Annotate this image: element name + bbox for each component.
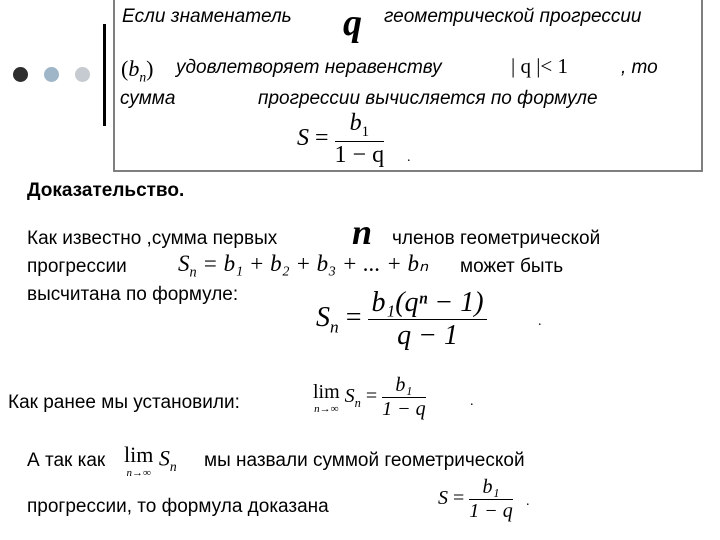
theorem-formula-num-sub: 1 <box>361 123 370 140</box>
limit2-lim: lim <box>124 442 154 467</box>
proof-line2-part1: прогрессии <box>27 256 127 277</box>
limit1-n: n <box>354 396 361 411</box>
bullet-dot-2 <box>44 67 59 82</box>
proof-line3: высчитана по формуле: <box>27 284 239 305</box>
limit2-formula <box>124 442 177 479</box>
proof-line1-part1: Как известно ,сумма первых <box>27 228 278 249</box>
n-symbol: n <box>352 212 373 252</box>
bn-term: $(b_n)$ <box>121 56 154 85</box>
proof-line1-part2: членов геометрической <box>392 228 601 249</box>
limit1-lim: lim <box>313 380 340 403</box>
theorem-line2-part2: , то <box>621 57 658 78</box>
formula3-fraction <box>469 476 513 523</box>
proof-line5-part1: А так как <box>27 450 106 471</box>
bn-letter: b <box>128 56 140 81</box>
formula2-fraction <box>368 287 486 352</box>
theorem-line2-part1: удовлетворяет неравенству <box>176 57 442 78</box>
bullet-dot-3 <box>75 67 90 82</box>
theorem-formula-den: 1 − q <box>334 141 385 168</box>
bn-index: n <box>139 69 147 85</box>
theorem-line3-part1: сумма <box>120 88 176 109</box>
theorem-formula-fraction <box>335 110 385 169</box>
slide-vertical-divider <box>103 24 106 126</box>
proof-line6: прогрессии, то формула доказана <box>27 496 329 517</box>
formula3 <box>438 476 513 523</box>
sum-formula-rhs: = b₁ + b₂ + b₃ + ... + bₙ <box>202 251 429 276</box>
proof-line5-part2: мы назвали суммой геометрической <box>204 450 525 471</box>
formula3-lhs: S <box>438 487 448 510</box>
q-symbol: q <box>343 2 362 44</box>
limit1-den: 1 − q <box>382 398 426 420</box>
formula2-den: q − 1 <box>397 320 458 351</box>
sum-formula-S: S <box>178 251 190 276</box>
limit1-dot: . <box>470 394 474 409</box>
limit1-num: b₁ <box>382 374 426 398</box>
formula2-eq: = <box>345 301 362 333</box>
proof-heading: Доказательство. <box>27 180 185 201</box>
bullet-dot-1 <box>13 67 28 82</box>
formula3-den: 1 − q <box>469 500 513 522</box>
theorem-formula-dot: . <box>407 150 411 165</box>
sum-formula <box>178 251 428 282</box>
limit1-eq: = <box>365 385 378 408</box>
proof-formula2 <box>316 287 487 352</box>
proof-line4: Как ранее мы установили: <box>8 392 240 413</box>
formula3-num: b₁ <box>469 476 513 500</box>
limit1-formula <box>313 374 426 421</box>
formula2-num: b₁(qⁿ − 1) <box>368 287 486 320</box>
sum-formula-n: n <box>189 264 197 281</box>
abs-q-condition: | q |< 1 <box>511 54 569 78</box>
theorem-formula-lhs: S <box>297 124 309 151</box>
limit1-under: n→∞ <box>314 402 339 415</box>
theorem-line1-part2: геометрической прогрессии <box>384 6 642 27</box>
formula2-dot: . <box>538 314 542 329</box>
theorem-formula-eq: = <box>315 124 329 151</box>
theorem-formula <box>297 110 384 169</box>
formula2-n: n <box>330 317 339 337</box>
proof-line2-part2: может быть <box>460 256 564 277</box>
formula2-S: S <box>316 301 330 333</box>
limit1-S: S <box>344 385 355 408</box>
limit2-n: n <box>169 458 177 474</box>
theorem-line1-part1: Если знаменатель <box>122 6 292 27</box>
theorem-line3-part2: прогрессии вычисляется по формуле <box>258 88 598 109</box>
formula3-dot: . <box>526 494 530 509</box>
limit2-S: S <box>158 445 170 471</box>
limit1-fraction <box>382 374 426 421</box>
limit2-under: n→∞ <box>126 467 151 479</box>
theorem-formula-num: b <box>349 110 362 136</box>
formula3-eq: = <box>453 487 465 510</box>
